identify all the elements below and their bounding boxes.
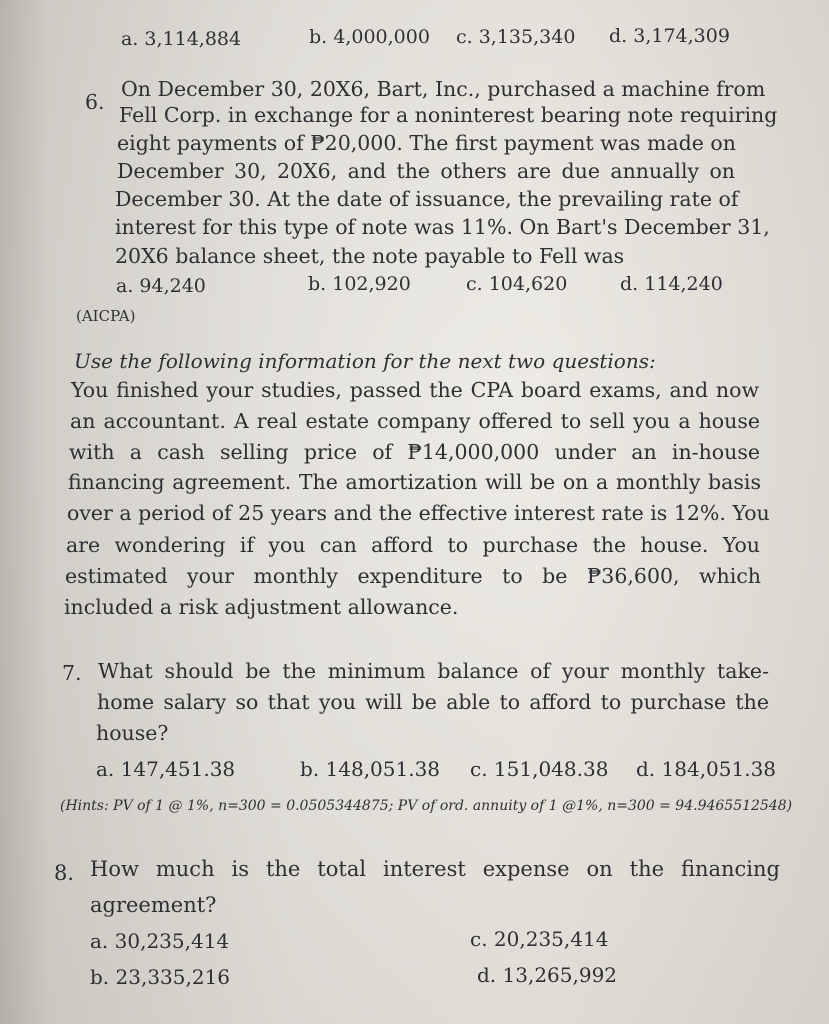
q7-option-c: c. 151,048.38	[470, 757, 609, 781]
q6-line-4: December 30, 20X6, and the others are due annually on	[117, 159, 735, 183]
q8-line-1: How much is the total interest expense on the financing	[90, 857, 780, 881]
q6-source: (AICPA)	[76, 307, 136, 325]
info-line-2: an accountant. A real estate company offered to sell you a house	[70, 409, 760, 433]
info-line-5: over a period of 25 years and the effective interest rate is 12%. You	[67, 501, 770, 525]
q6-line-2: Fell Corp. in exchange for a noninterest bearing note requiring	[119, 103, 778, 127]
info-heading: Use the following information for the next two questions:	[74, 349, 656, 373]
info-line-6: are wondering if you can afford to purchase the house. You	[66, 533, 760, 557]
q7-option-b: b. 148,051.38	[300, 757, 441, 781]
q7-hint: (Hints: PV of 1 @ 1%, n=300 = 0.0505344875; PV of ord. annuity of 1 @1%, n=300 = 94.9465512548)	[60, 798, 793, 814]
q6-number: 6.	[85, 90, 105, 114]
q6-option-b: b. 102,920	[308, 273, 411, 295]
info-line-1: You finished your studies, passed the CPA board exams, and now	[71, 378, 759, 402]
q7-option-a: a. 147,451.38	[96, 757, 236, 781]
q6-line-1: On December 30, 20X6, Bart, Inc., purchased a machine from	[121, 77, 766, 101]
q6-line-5: December 30. At the date of issuance, the prevailing rate of	[115, 187, 739, 211]
q8-option-c: c. 20,235,414	[470, 927, 609, 951]
q7-number: 7.	[62, 661, 82, 685]
q6-line-7: 20X6 balance sheet, the note payable to Fell was	[115, 244, 625, 268]
q6-option-c: c. 104,620	[466, 273, 568, 295]
info-line-3: with a cash selling price of ₱14,000,000 under an in-house	[69, 440, 760, 464]
prev-option-b: b. 4,000,000	[309, 26, 430, 48]
info-line-8: included a risk adjustment allowance.	[64, 595, 459, 619]
q8-number: 8.	[54, 861, 75, 885]
q7-line-3: house?	[96, 721, 169, 745]
prev-option-c: c. 3,135,340	[456, 26, 576, 48]
q7-option-d: d. 184,051.38	[636, 757, 777, 781]
info-line-4: financing agreement. The amortization will be on a monthly basis	[68, 470, 761, 494]
q6-line-3: eight payments of ₱20,000. The first payment was made on	[117, 131, 736, 155]
q7-line-1: What should be the minimum balance of your monthly take-	[98, 659, 769, 683]
prev-option-d: d. 3,174,309	[609, 25, 730, 47]
q6-option-d: d. 114,240	[620, 273, 723, 295]
info-line-7: estimated your monthly expenditure to be ₱36,600, which	[65, 564, 761, 588]
q8-line-2: agreement?	[90, 893, 217, 917]
q8-option-b: b. 23,335,216	[90, 965, 231, 989]
q8-option-d: d. 13,265,992	[477, 963, 618, 987]
q6-option-a: a. 94,240	[116, 275, 206, 297]
q6-line-6: interest for this type of note was 11%. On Bart's December 31,	[115, 215, 770, 239]
q8-option-a: a. 30,235,414	[90, 929, 230, 953]
q7-line-2: home salary so that you will be able to afford to purchase the	[97, 690, 769, 714]
prev-option-a: a. 3,114,884	[121, 28, 242, 50]
